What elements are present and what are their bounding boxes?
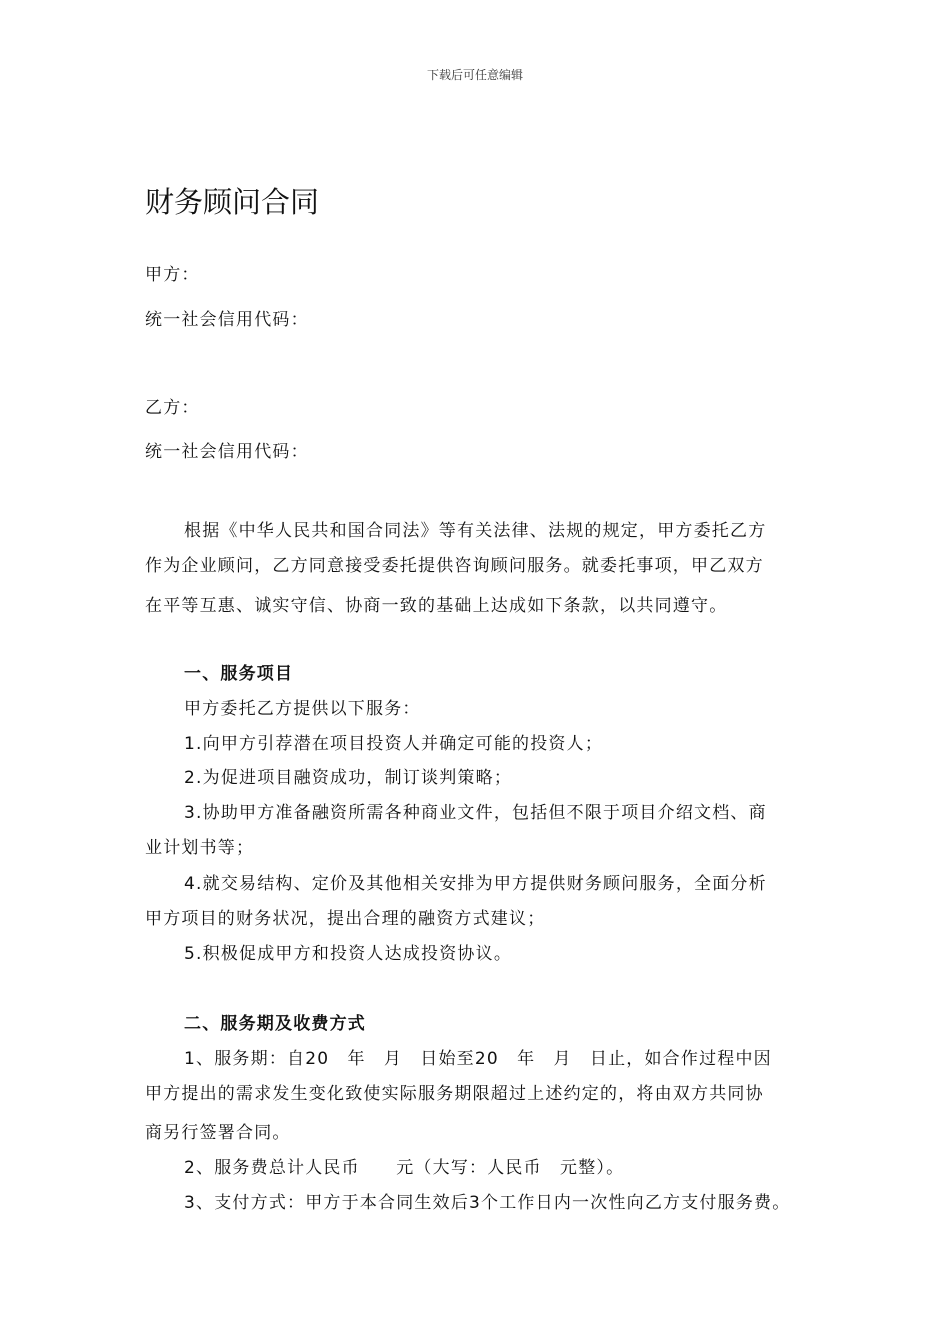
header-note: 下载后可任意编辑 xyxy=(426,68,523,82)
section1-line: 2.为促进项目融资成功，制订谈判策略； xyxy=(184,768,513,788)
intro-line: 作为企业顾问，乙方同意接受委托提供咨询顾问服务。就委托事项，甲乙双方 xyxy=(145,556,764,576)
section2-line: 3、支付方式：甲方于本合同生效后3个工作日内一次性向乙方支付服务费。 xyxy=(184,1193,791,1213)
party-b-code-label: 统一社会信用代码： xyxy=(145,442,309,462)
party-b-label: 乙方： xyxy=(145,398,200,418)
section1-line: 3.协助甲方准备融资所需各种商业文件，包括但不限于项目介绍文档、商 xyxy=(184,803,767,823)
section2-line: 甲方提出的需求发生变化致使实际服务期限超过上述约定的，将由双方共同协 xyxy=(145,1084,764,1104)
section2-line: 商另行签署合同。 xyxy=(145,1123,291,1143)
section1-line: 5.积极促成甲方和投资人达成投资协议。 xyxy=(184,944,513,964)
section2-heading: 二、服务期及收费方式 xyxy=(184,1014,366,1034)
section1-line: 甲方委托乙方提供以下服务： xyxy=(184,699,421,719)
section1-line: 1.向甲方引荐潜在项目投资人并确定可能的投资人； xyxy=(184,734,604,754)
party-a-label: 甲方： xyxy=(145,265,200,285)
page-title: 财务顾问合同 xyxy=(145,185,320,219)
section2-line: 2、服务费总计人民币 元（大写：人民币 元整）。 xyxy=(184,1158,625,1178)
section1-line: 甲方项目的财务状况，提出合理的融资方式建议； xyxy=(145,909,546,929)
party-a-code-label: 统一社会信用代码： xyxy=(145,310,309,330)
intro-line: 在平等互惠、诚实守信、协商一致的基础上达成如下条款，以共同遵守。 xyxy=(145,596,728,616)
section1-line: 业计划书等； xyxy=(145,838,255,858)
section2-line: 1、服务期：自20 年 月 日始至20 年 月 日止，如合作过程中因 xyxy=(184,1049,772,1069)
section1-heading: 一、服务项目 xyxy=(184,664,294,684)
intro-line: 根据《中华人民共和国合同法》等有关法律、法规的规定，甲方委托乙方 xyxy=(184,521,767,541)
section1-line: 4.就交易结构、定价及其他相关安排为甲方提供财务顾问服务，全面分析 xyxy=(184,874,767,894)
